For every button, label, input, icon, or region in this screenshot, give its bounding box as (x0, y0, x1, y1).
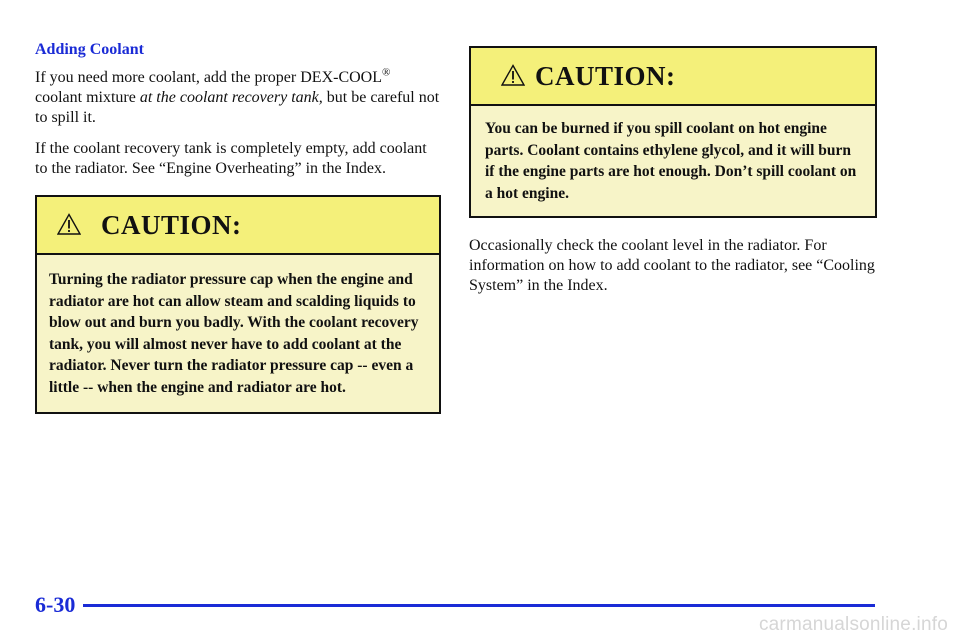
footer-rule (83, 604, 875, 607)
watermark: carmanualsonline.info (758, 614, 948, 635)
registered-mark: ® (382, 66, 391, 79)
section-heading: Adding Coolant (35, 41, 144, 58)
paragraph-empty-tank: If the coolant recovery tank is completely empty, add coolant to the radiator. See “Engine Overheating” in the Index. (35, 140, 427, 177)
paragraph-emphasis: at the coolant recovery tank, (139, 89, 323, 106)
caution-header (471, 48, 875, 106)
paragraph-adding-coolant (35, 68, 441, 128)
caution-title: CAUTION: (101, 210, 242, 240)
right-column (469, 46, 877, 307)
left-column (35, 40, 441, 414)
paragraph-text: coolant mixture (35, 89, 140, 106)
paragraph-text: If you need more coolant, add the proper DEX-COOL (35, 69, 382, 86)
caution-box-radiator-cap (35, 195, 441, 414)
page-number: 6-30 (35, 592, 76, 617)
paragraph-check-level: Occasionally check the coolant level in the radiator. For information on how to add coolant to the radiator, see “Cooling System” in the Index. (469, 237, 875, 294)
warning-triangle-icon (57, 213, 81, 235)
caution-title: CAUTION: (535, 61, 676, 91)
warning-triangle-icon (501, 64, 525, 86)
caution-box-hot-coolant (469, 46, 877, 218)
paragraph-text: but be careful not to spill it. (35, 89, 440, 126)
caution-body: Turning the radiator pressure cap when the engine and radiator are hot can allow steam and scalding liquids to blow out and burn you badly. With the coolant recovery tank, you will almost never have to add coolant at the radiator. Never turn the radiator pressure cap -- even a little -- when the engine and radiator are hot. (37, 255, 439, 412)
caution-header (37, 197, 439, 255)
page-footer (35, 590, 875, 620)
caution-body: You can be burned if you spill coolant on hot engine parts. Coolant contains ethylene glycol, and it will burn if the engine parts are hot enough. Don’t spill coolant on a hot engine. (471, 106, 875, 216)
